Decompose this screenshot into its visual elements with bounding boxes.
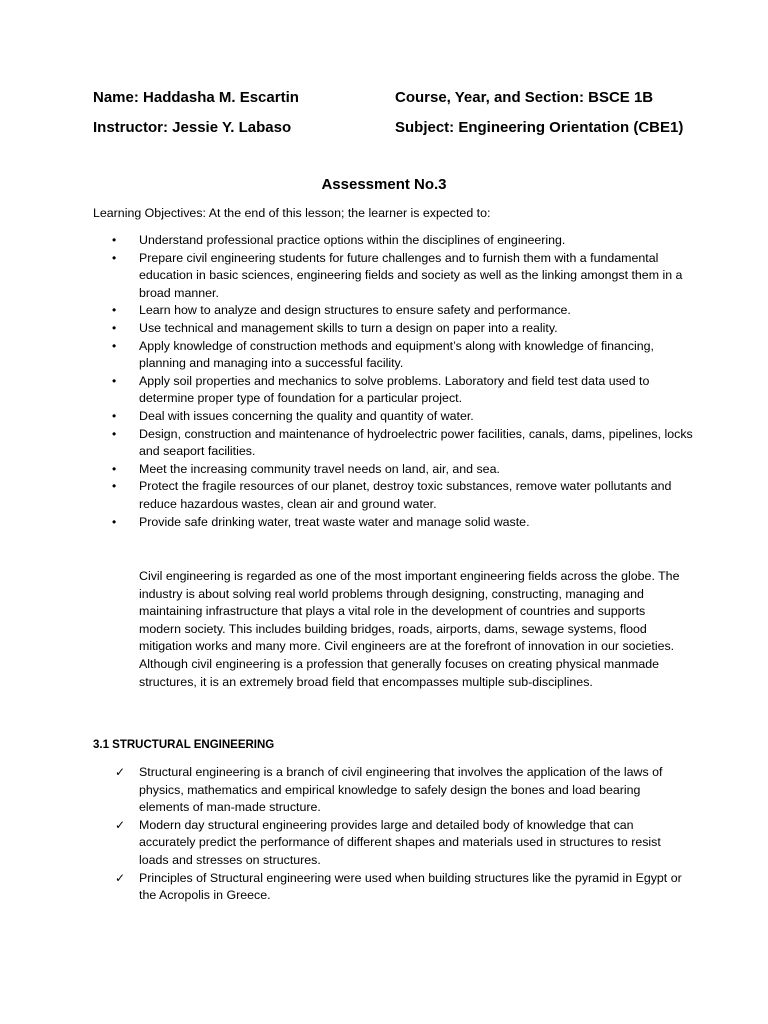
checkmark-icon: ✓ bbox=[115, 765, 126, 779]
list-item-text: Provide safe drinking water, treat waste water and manage solid waste. bbox=[139, 514, 530, 529]
list-item-text: Structural engineering is a branch of civil engineering that involves the application of the laws of physics, mathematics and empirical knowledge to safely design the bones and load bearing elements of man-made structure. bbox=[139, 765, 663, 815]
assessment-title: Assessment No.3 bbox=[321, 176, 447, 193]
list-item bbox=[93, 338, 693, 373]
bullet-icon: • bbox=[112, 514, 117, 529]
list-item-text: Design, construction and maintenance of hydroelectric power facilities, canals, dams, pipelines, locks and seaport facilities. bbox=[139, 426, 693, 459]
instructor-name: Instructor: Jessie Y. Labaso bbox=[93, 119, 292, 136]
list-item-text: Apply soil properties and mechanics to solve problems. Laboratory and field test data used to determine proper type of foundation for a particular project. bbox=[139, 373, 650, 406]
header-row-1 bbox=[93, 87, 693, 109]
list-item bbox=[93, 302, 693, 320]
bullet-icon: • bbox=[112, 373, 117, 388]
list-item bbox=[93, 408, 693, 426]
learning-objectives-intro: Learning Objectives: At the end of this lesson; the learner is expected to: bbox=[93, 206, 491, 220]
learning-objectives-list bbox=[93, 232, 693, 531]
list-item bbox=[93, 870, 683, 905]
list-item-text: Apply knowledge of construction methods and equipment’s along with knowledge of financing, planning and managing into a successful facility. bbox=[139, 338, 654, 371]
list-item bbox=[93, 764, 683, 817]
list-item-text: Learn how to analyze and design structures to ensure safety and performance. bbox=[139, 303, 571, 318]
bullet-icon: • bbox=[112, 461, 117, 476]
subject-name: Subject: Engineering Orientation (CBE1) bbox=[395, 119, 684, 136]
bullet-icon: • bbox=[112, 303, 117, 318]
list-item-text: Principles of Structural engineering were used when building structures like the pyramid in Egypt or the Acropolis in Greece. bbox=[139, 870, 682, 903]
bullet-icon: • bbox=[112, 338, 117, 353]
structural-engineering-list bbox=[93, 764, 683, 905]
section-heading-structural: 3.1 STRUCTURAL ENGINEERING bbox=[93, 739, 275, 751]
list-item bbox=[93, 373, 693, 408]
list-item bbox=[93, 817, 683, 870]
list-item-text: Understand professional practice options within the disciplines of engineering. bbox=[139, 233, 566, 247]
list-item-text: Use technical and management skills to turn a design on paper into a reality. bbox=[139, 320, 558, 335]
list-item bbox=[93, 250, 693, 303]
list-item-text: Deal with issues concerning the quality and quantity of water. bbox=[139, 408, 474, 423]
list-item-text: Protect the fragile resources of our planet, destroy toxic substances, remove water pollutants and reduce hazardous wastes, clean air and ground water. bbox=[139, 479, 672, 511]
civil-engineering-intro bbox=[139, 568, 684, 691]
list-item bbox=[93, 514, 693, 532]
bullet-icon: • bbox=[112, 233, 117, 247]
bullet-icon: • bbox=[112, 408, 117, 423]
list-item-text: Meet the increasing community travel needs on land, air, and sea. bbox=[139, 461, 500, 476]
student-name: Name: Haddasha M. Escartin bbox=[93, 89, 299, 106]
list-item-text: Modern day structural engineering provides large and detailed body of knowledge that can accurately predict the performance of different shapes and materials used in structures to resist loads and stresses on structures. bbox=[139, 817, 661, 867]
list-item bbox=[93, 426, 693, 461]
list-item bbox=[93, 461, 693, 479]
course-year-section: Course, Year, and Section: BSCE 1B bbox=[395, 89, 654, 106]
bullet-icon: • bbox=[112, 250, 117, 265]
bullet-icon: • bbox=[112, 479, 117, 494]
list-item bbox=[93, 232, 693, 250]
checkmark-icon: ✓ bbox=[115, 817, 126, 832]
list-item bbox=[93, 478, 693, 513]
bullet-icon: • bbox=[112, 426, 117, 441]
intro-paragraph-2: Although civil engineering is a profession that generally focuses on creating physical manmade structures, it is an extremely broad field that encompasses multiple sub-disciplines. bbox=[139, 656, 660, 689]
checkmark-icon: ✓ bbox=[115, 870, 126, 885]
list-item-text: Prepare civil engineering students for future challenges and to furnish them with a fundamental education in basic sciences, engineering fields and society as well as the linking amongst them in a broad manner. bbox=[139, 250, 683, 300]
header-row-2 bbox=[93, 117, 693, 139]
list-item bbox=[93, 320, 693, 338]
bullet-icon: • bbox=[112, 320, 117, 335]
intro-paragraph-1: Civil engineering is regarded as one of the most important engineering fields across the globe. The industry is about solving real world problems through designing, constructing, managing and maintaining infrastructure that plays a vital role in the development of countries and supports modern society. This includes building bridges, roads, airports, dams, sewage systems, flood mitigation works and many more. Civil engineers are at the forefront of innovation in our societies. bbox=[139, 569, 680, 654]
